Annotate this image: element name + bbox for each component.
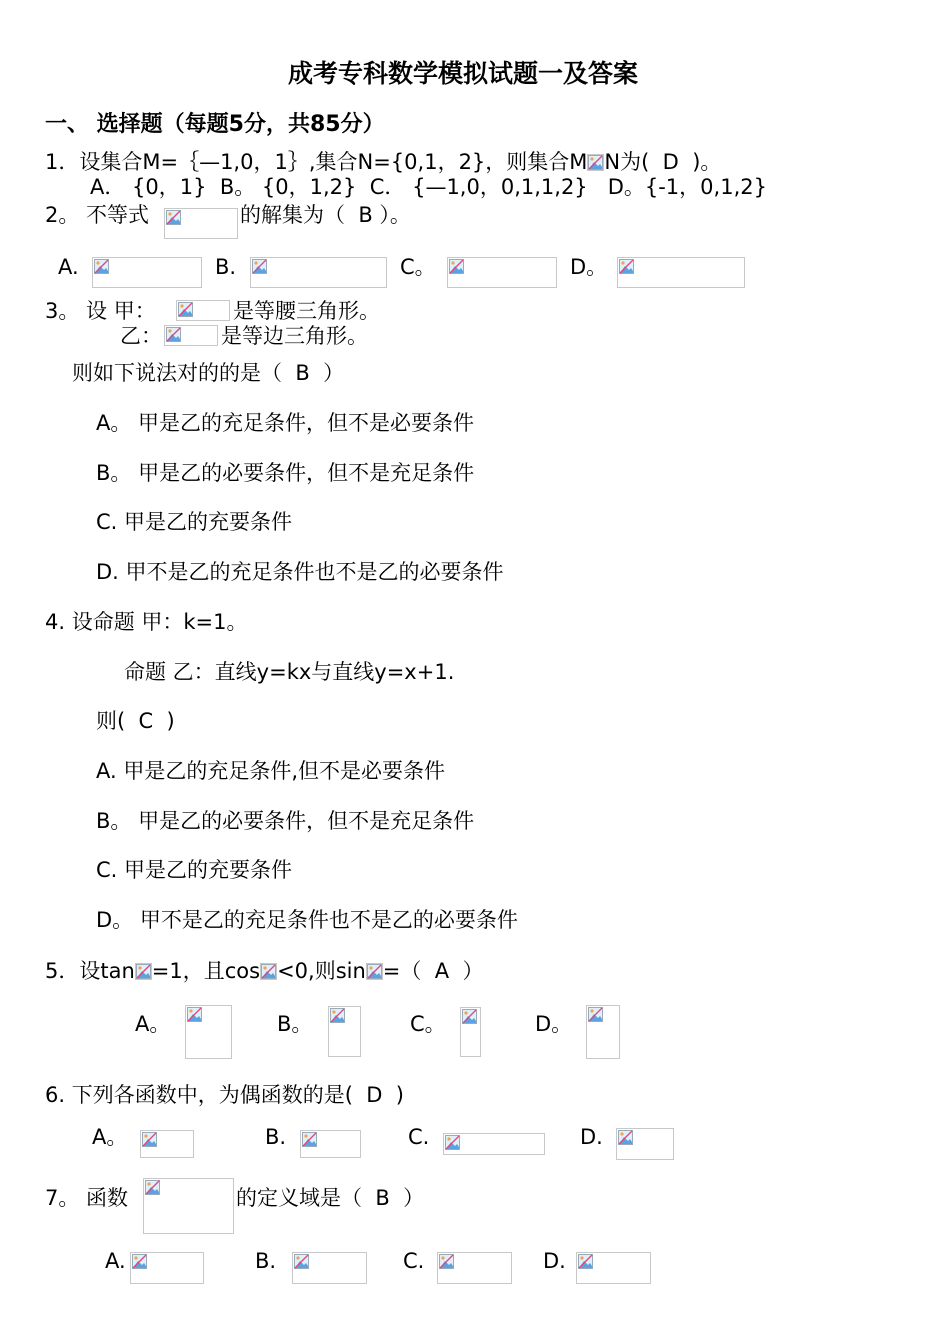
question-7-stem: 7。 函数 (45, 1186, 129, 1210)
q5-option-c-label: C。 (410, 1012, 446, 1036)
q7-option-d-image (576, 1252, 651, 1284)
q5-option-a-label: A。 (135, 1012, 171, 1036)
q6-option-b-image (300, 1130, 361, 1158)
question-2-stem-end: 的解集为（ B ）。 (240, 203, 411, 227)
q4-option-d: D。 甲不是乙的充足条件也不是乙的必要条件 (96, 908, 518, 932)
question-2-stem-start: 2。 不等式 (45, 203, 150, 227)
q6-option-a-image (140, 1130, 194, 1158)
q2-option-b-label: B. (215, 255, 237, 279)
formula-image (164, 325, 218, 346)
broken-image-icon (135, 963, 152, 980)
q5-option-d-label: D。 (535, 1012, 573, 1036)
question-4-ask: 则( C ) (96, 709, 175, 733)
question-3-ask: 则如下说法对的的是（ B ） (72, 361, 345, 385)
formula-image (143, 1178, 234, 1234)
question-5-stem: 5．设tan =1，且cos <0,则sin =（ A ） (45, 959, 484, 983)
question-3-stem-b: 乙： (120, 324, 162, 348)
question-4-stem: 4. 设命题 甲：k=1。 (45, 610, 248, 634)
q4-option-b: B。 甲是乙的必要条件，但不是充足条件 (96, 809, 475, 833)
q6-option-b-label: B. (265, 1125, 287, 1149)
section-heading: 一、 选择题（每题5分，共85分） (45, 112, 385, 137)
q7-option-a-label: A. (105, 1249, 126, 1273)
q7-option-a-image (130, 1252, 204, 1284)
q2-option-b-image (250, 257, 387, 288)
q7-option-b-image (292, 1252, 367, 1284)
question-1: 1．设集合M=｛—1,0，1｝,集合N={0,1，2}，则集合M N为( D )。 (45, 150, 722, 174)
page-title: 成考专科数学模拟试题一及答案 (288, 59, 639, 88)
q2-option-a-image (92, 257, 202, 288)
question-3-stem-end: 是等腰三角形。 (233, 299, 380, 323)
q5-option-c-image (460, 1007, 481, 1057)
question-4-stem-2: 命题 乙：直线y=kx与直线y=x+1. (124, 660, 455, 684)
q6-option-c-image (443, 1133, 545, 1155)
q5-option-b-image (328, 1006, 361, 1057)
q2-option-d-image (617, 257, 745, 288)
q3-option-c: C. 甲是乙的充要条件 (96, 510, 293, 534)
broken-image-icon (366, 963, 383, 980)
q6-option-a-label: A。 (92, 1125, 128, 1149)
q2-option-d-label: D。 (570, 255, 608, 279)
q5-option-b-label: B。 (277, 1012, 313, 1036)
formula-image (176, 300, 230, 321)
broken-image-icon (260, 963, 277, 980)
q5-option-a-image (185, 1005, 232, 1059)
question-7-stem-end: 的定义域是（ B ） (236, 1186, 425, 1210)
q4-option-a: A. 甲是乙的充足条件,但不是必要条件 (96, 759, 446, 783)
formula-image (164, 208, 238, 239)
q3-option-b: B。 甲是乙的必要条件，但不是充足条件 (96, 461, 475, 485)
q2-option-c-label: C。 (400, 255, 436, 279)
q7-option-c-label: C. (403, 1249, 425, 1273)
q2-option-a-label: A. (58, 255, 79, 279)
q6-option-d-label: D. (580, 1125, 603, 1149)
q6-option-c-label: C. (408, 1125, 430, 1149)
q7-option-c-image (437, 1252, 512, 1284)
q5-option-d-image (586, 1005, 620, 1059)
question-3-stem-b-end: 是等边三角形。 (221, 324, 368, 348)
question-6-stem: 6. 下列各函数中，为偶函数的是( D ) (45, 1083, 404, 1107)
q7-option-b-label: B. (255, 1249, 277, 1273)
q3-option-d: D. 甲不是乙的充足条件也不是乙的必要条件 (96, 560, 504, 584)
q6-option-d-image (616, 1128, 674, 1160)
q3-option-a: A。 甲是乙的充足条件，但不是必要条件 (96, 411, 475, 435)
q4-option-c: C. 甲是乙的充要条件 (96, 858, 293, 882)
q2-option-c-image (447, 257, 557, 288)
question-3-stem: 3。 设 甲： (45, 299, 156, 323)
question-1-options: A． {0，1} B。 {0，1,2} C． {—1,0，0,1,1,2} D。{-1，0,1,2} (90, 175, 767, 199)
broken-image-icon (587, 154, 604, 171)
q7-option-d-label: D. (543, 1249, 566, 1273)
